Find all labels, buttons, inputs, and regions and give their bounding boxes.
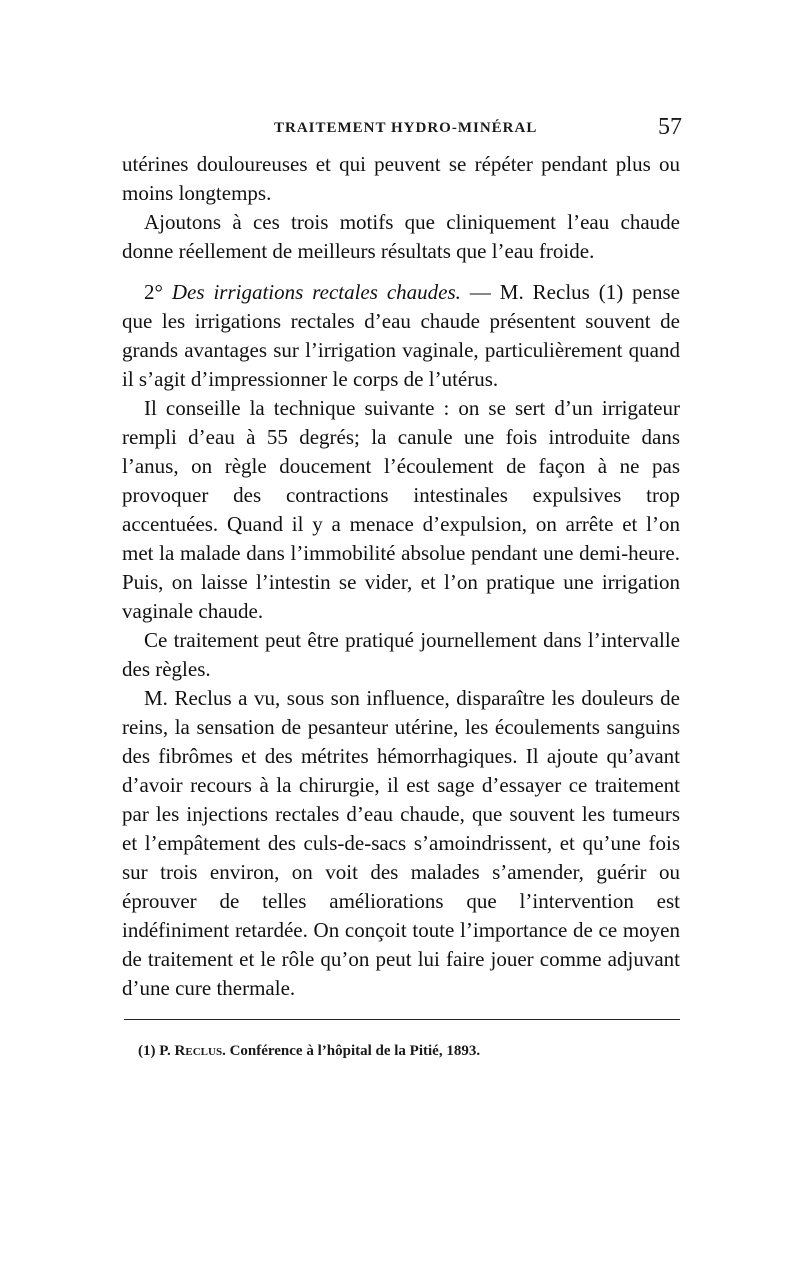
footnote-author-initial: P. (159, 1043, 175, 1059)
paragraph-ajoutons: Ajoutons à ces trois motifs que cliniquement l’eau chaude donne réellement de meilleurs résultats que l’eau froide. (122, 210, 680, 263)
section-number: 2° (144, 280, 172, 304)
footnote-marker: (1) (138, 1043, 160, 1059)
footnote-divider (124, 1019, 680, 1020)
footnote (138, 1041, 678, 1061)
running-head (122, 114, 682, 144)
footnote-author-name: Reclus (174, 1043, 223, 1059)
paragraph-technique: Il conseille la technique suivante : on se sert d’un irrigateur rempli d’eau à 55 degrés; la canule une fois introduite dans l’anus, on règle doucement l’écoulement de façon à ne pas provoquer des contractions intestinales expulsives trop accentuées. Quand il y a menace d’expulsion, on arrête et l’on met la malade dans l’immobilité absolue pendant une demi-heure. Puis, on laisse l’intestin se vider, et l’on pratique une irrigation vaginale chaude. (122, 396, 680, 623)
paragraph-reclus: M. Reclus a vu, sous son influence, disparaître les douleurs de reins, la sensation de pesanteur utérine, les écoulements sanguins des fibrômes et des métrites hémorrhagiques. Il ajoute qu’avant d’avoir recours à la chirurgie, il est sage d’essayer ce traitement par les injections rectales d’eau chaude, que souvent les tumeurs et l’empâtement des culs-de-sacs s’amoindrissent, et qu’une fois sur trois environ, on voit des malades s’amender, guérir ou éprouver de telles améliorations que l’intervention est indéfiniment retardée. On conçoit toute l’importance de ce moyen de traitement et le rôle qu’on peut lui faire jouer comme adjuvant d’une cure thermale. (122, 686, 680, 1000)
section-text: — M. Reclus (1) pense que les irrigations rectales d’eau chaude présentent souvent de grands avantages sur l’irrigation vaginale, particulièrement quand il s’agit d’impressionner le corps de l’utérus. (122, 280, 680, 391)
section-title: Des irrigations rectales chaudes. (171, 280, 461, 304)
paragraph-traitement: Ce traitement peut être pratiqué journellement dans l’intervalle des règles. (122, 628, 680, 681)
running-title: TRAITEMENT HYDRO-MINÉRAL (274, 120, 538, 136)
paragraph-continuation: utérines douloureuses et qui peuvent se répéter pendant plus ou moins longtemps. (122, 152, 680, 205)
page-number: 57 (658, 114, 682, 140)
footnote-text: . Conférence à l’hôpital de la Pitié, 1893. (222, 1043, 481, 1059)
paragraph-section-2 (122, 278, 680, 394)
body-text (122, 150, 680, 1003)
